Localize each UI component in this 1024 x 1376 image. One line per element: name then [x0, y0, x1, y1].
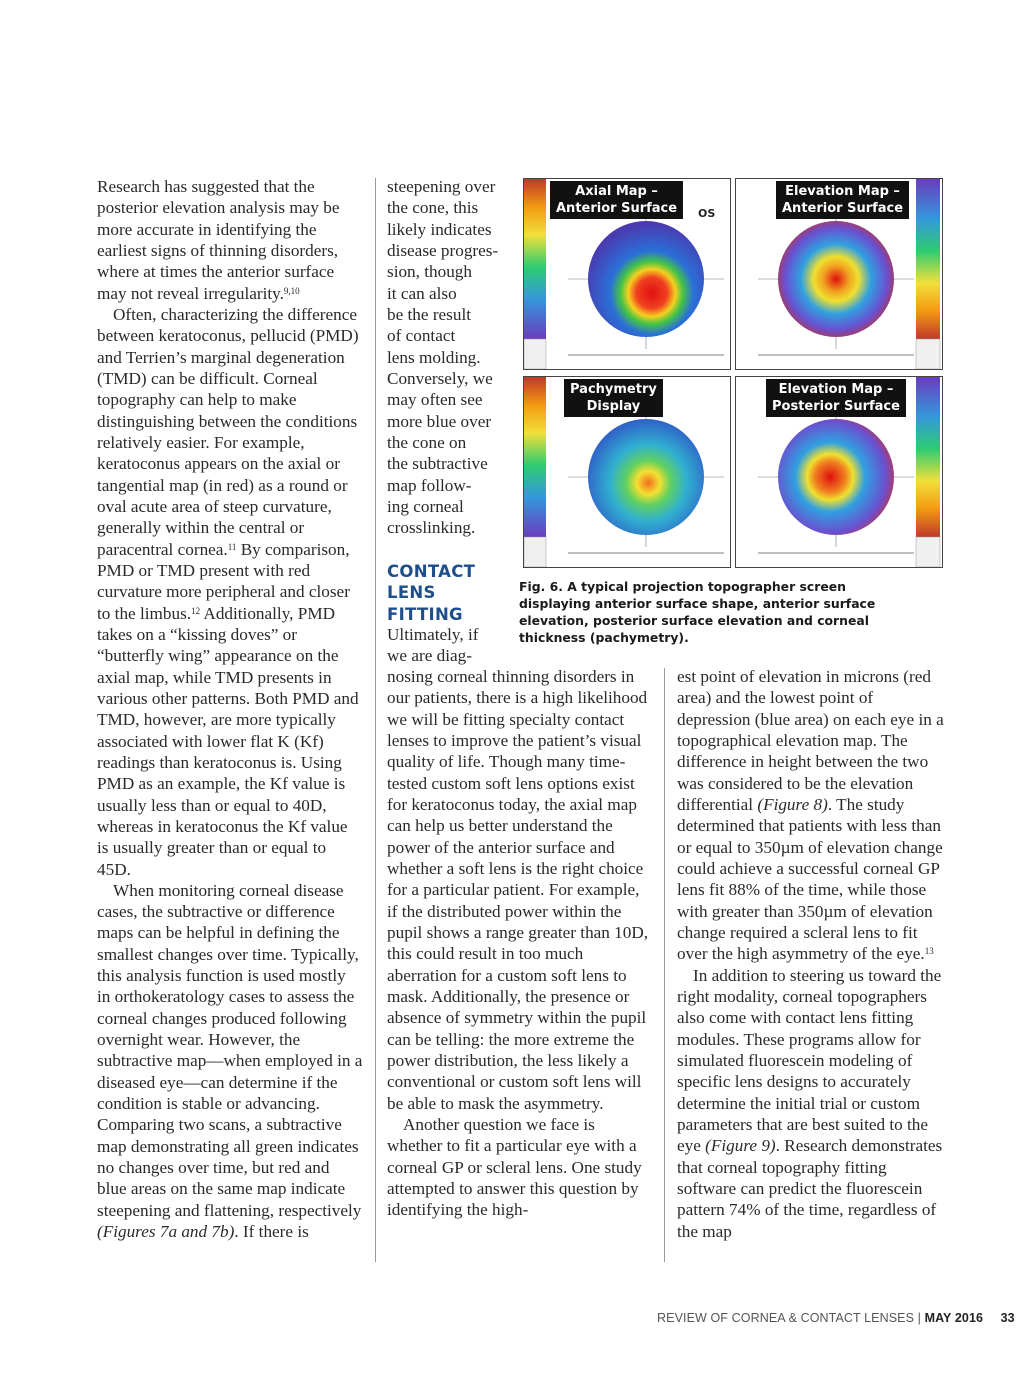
figure-reference: (Figures 7a and 7b) [97, 1222, 235, 1242]
column-2-narrow: steepening over the cone, this likely indicates disease progres- sion, though it can also be the result of contact lens molding. Conversely, we may often see more blue over the cone on the subtractive map follow- ing corneal crosslinking. [387, 177, 499, 538]
footer-separator: | [917, 1311, 925, 1325]
paragraph: In addition to steering us toward the right modality, corneal topographers also come with contact lens fitting modules. These programs allow for simulated fluorescein modeling of specific lens designs to accurately determine the initial trial or custom parameters that are best suited to the eye (Figure 9). Research demonstrates that corneal topography fitting software can predict the fluorescein pattern 74% of the time, regardless of the map [677, 965, 943, 1241]
figure-reference: (Figure 8) [757, 794, 828, 814]
paragraph: Another question we face is whether to fit a particular eye with a corneal GP or scleral lens. One study attempted to answer this question by identifying the high- [387, 1114, 642, 1220]
column-2-narrow-2: Ultimately, if we are diag- [387, 625, 479, 666]
column-3 [677, 666, 947, 1242]
figure-reference: (Figure 9) [705, 1136, 776, 1156]
anterior-elevation-panel [735, 178, 943, 370]
figure-caption: Fig. 6. A typical projection topographer screen displaying anterior surface shape, anterior surface elevation, posterior surface elevation and corneal thickness (pachymetry). [519, 579, 876, 645]
issue-date: MAY 2016 [924, 1311, 984, 1325]
page-footer [657, 1311, 1015, 1325]
posterior-elevation-panel [735, 376, 943, 568]
column-divider [664, 668, 665, 1262]
column-2 [387, 666, 653, 1221]
panel-title: Elevation Map – Anterior Surface [776, 181, 909, 219]
paragraph: est point of elevation in microns (red area) and the lowest point of depression (blue area) on each eye in a topographical elevation map. The difference in height between the two was considered to be the elevation differential (Figure 8). The study determined that patients with less than or equal to 350µm of elevation change could achieve a successful corneal GP lens fit 88% of the time, while those with greater than 350µm of elevation change required a scleral lens to fit over the high asymmetry of the eye.$^{13}$ [677, 667, 944, 964]
paragraph: nosing corneal thinning disorders in our patients, there is a high likelihood we will be fitting specialty contact lenses to improve the patient’s visual quality of life. Though many time-tested custom soft lens options exist for keratoconus today, the axial map can help us better understand the power of the anterior surface and whether a soft lens is the right choice for a particular patient. For example, if the distributed power within the pupil shows a range greater than 10D, this could result in too much aberration for a custom soft lens to mask. Additionally, the presence or absence of symmetry within the pupil can be telling: the more extreme the power distribution, the less likely a conventional or custom soft lens will be able to mask the asymmetry. [387, 667, 649, 1113]
panel-title: Elevation Map – Posterior Surface [766, 379, 906, 417]
panel-title: Pachymetry Display [564, 379, 663, 417]
axial-map-panel [523, 178, 731, 370]
pachymetry-panel [523, 376, 731, 568]
section-heading: CONTACT LENS FITTING [387, 562, 476, 624]
reference: 12 [191, 605, 201, 616]
journal-name: REVIEW OF CORNEA & CONTACT LENSES [657, 1311, 915, 1325]
paragraph: Research has suggested that the posterior elevation analysis may be more accurate in identifying the earliest signs of thinning disorders, where at times the anterior surface may not reveal irregularity.$^{9,10}$ [97, 177, 340, 303]
eye-label: OS [698, 207, 716, 220]
panel-title: Axial Map – Anterior Surface [550, 181, 683, 219]
paragraph: Often, characterizing the difference between keratoconus, pellucid (PMD) and Terrien’s marginal degeneration (TMD) can be difficult. Corneal topography can help to make distinguishing between the conditions relatively easier. For example, keratoconus appears on the axial or tangential map (in red) as a round or oval acute area of steep curvature, generally within the central or paracentral cornea.$^{11}$ By comparison, PMD or TMD present with red curvature more peripheral and closer to the limbus.$^{12}$ Additionally, PMD takes on a “kissing doves” or “butterfly wing” appearance on the axial map, while TMD presents in various other patterns. Both PMD and TMD, however, are more typically associated with lower flat K (Kf) readings than keratoconus is. Using PMD as an example, the Kf value is usually less than or equal to 40D, whereas in keratoconus the Kf value is usually greater than or equal to 45D. [97, 304, 359, 879]
paragraph: When monitoring corneal disease cases, the subtractive or difference maps can be helpful in defining the smallest changes over time. Typically, this analysis function is used mostly in orthokeratology cases to assess the corneal changes produced following overnight wear. However, the subtractive map—when employed in a diseased eye—can determine if the condition is stable or advancing. Comparing two scans, a subtractive map demonstrating all green indicates no changes over time, but red and blue areas on the same map indicate steepening and flattening, respectively (Figures 7a and 7b). If there is [97, 880, 363, 1242]
reference: 9,10 [283, 285, 300, 296]
reference: 13 [924, 946, 934, 957]
column-divider [375, 178, 376, 1262]
reference: 11 [227, 541, 237, 552]
column-1 [97, 176, 363, 1242]
page-number: 33 [1000, 1311, 1015, 1325]
